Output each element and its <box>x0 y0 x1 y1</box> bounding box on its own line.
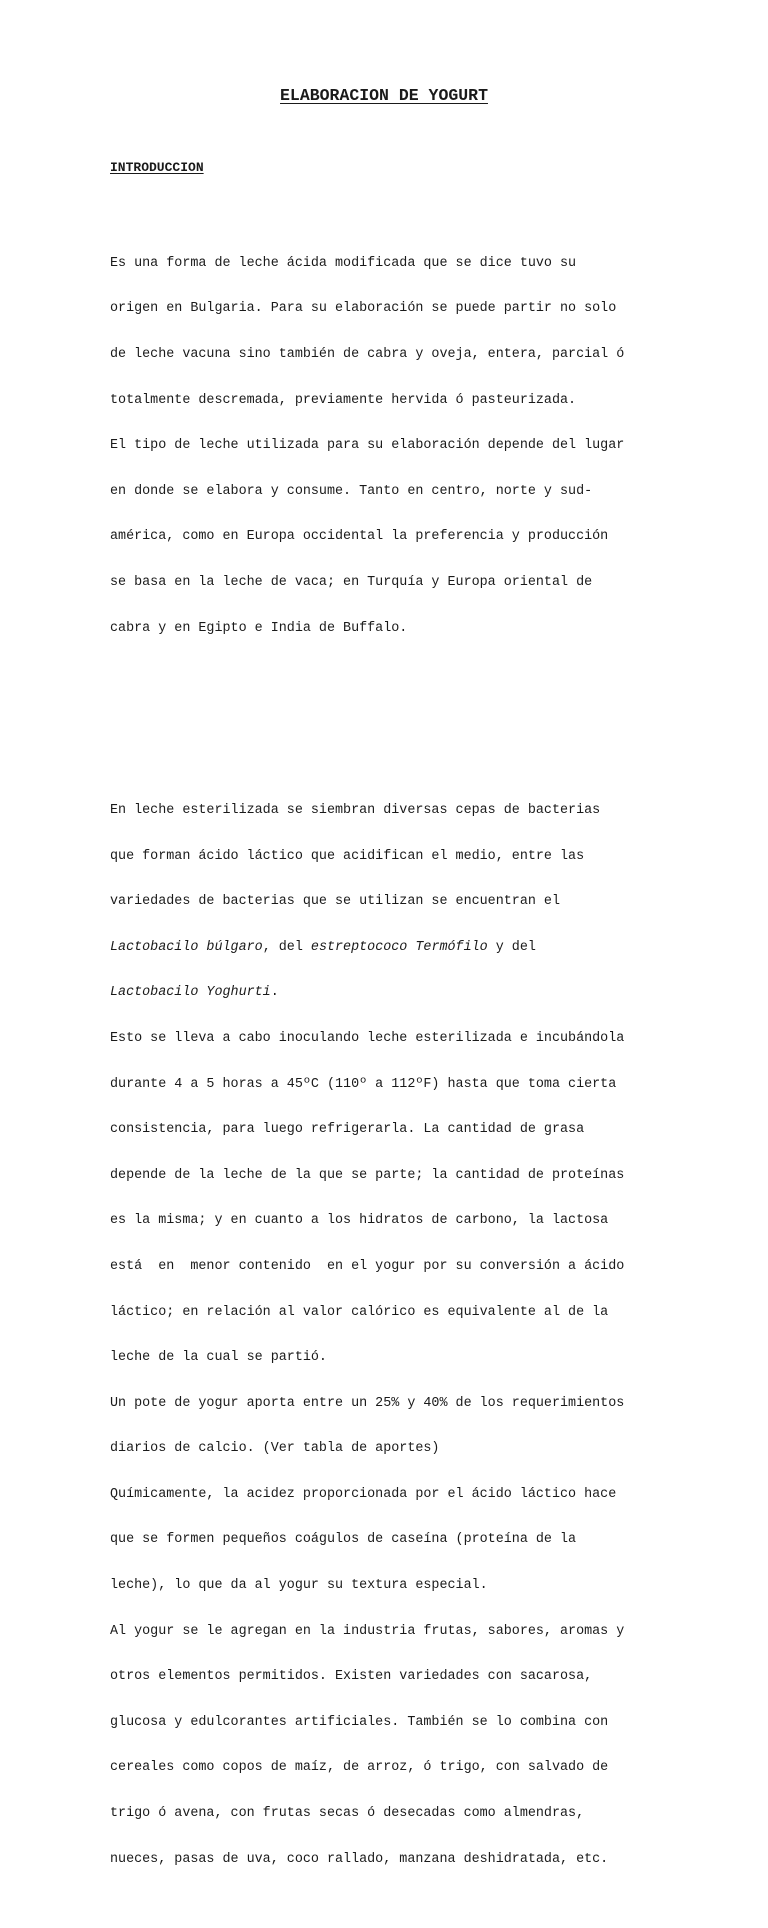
text-line: que se formen pequeños coágulos de caseína (proteína de la <box>110 1532 577 1548</box>
text-line: Un pote de yogur aporta entre un 25% y 40% de los requerimientos <box>110 1395 625 1411</box>
bacteria-line-2 <box>110 985 670 1000</box>
bacteria-connector: y del <box>487 939 536 955</box>
bacteria-name-termofilo: estreptococo Termófilo <box>310 939 488 955</box>
text-line: origen en Bulgaria. Para su elaboración se puede partir no solo <box>110 301 617 317</box>
bacteria-name-bulgaro: Lactobacilo búlgaro <box>110 939 263 955</box>
text-line: américa, como en Europa occidental la preferencia y producción <box>110 529 609 545</box>
text-line: consistencia, para luego refrigerarla. La cantidad de grasa <box>110 1122 585 1138</box>
bacteria-name-yoghurti: Lactobacilo Yoghurti <box>110 985 271 1001</box>
text-line: trigo ó avena, con frutas secas ó desecadas como almendras, <box>110 1806 585 1822</box>
text-line: Esto se lleva a cabo inoculando leche esterilizada e incubándola <box>110 1030 625 1046</box>
text-line: está en menor contenido en el yogur por su conversión a ácido <box>110 1258 625 1274</box>
bacteria-connector: , del <box>262 939 311 955</box>
text-line: En leche esterilizada se siembran diversas cepas de bacterias <box>110 802 601 818</box>
bacteria-period: . <box>270 985 279 1001</box>
text-line: leche), lo que da al yogur su textura especial. <box>110 1578 488 1594</box>
text-line: de leche vacuna sino también de cabra y oveja, entera, parcial ó <box>110 347 625 362</box>
text-line: leche de la cual se partió. <box>110 1350 327 1366</box>
text-line: variedades de bacterias que se utilizan se encuentran el <box>110 894 560 910</box>
text-line: Al yogur se le agregan en la industria frutas, sabores, aromas y <box>110 1623 625 1639</box>
section-heading-introduccion: INTRODUCCION <box>110 160 204 175</box>
text-line: durante 4 a 5 horas a 45ºC (110º a 112ºF) hasta que toma cierta <box>110 1076 617 1092</box>
text-line: es la misma; y en cuanto a los hidratos de carbono, la lactosa <box>110 1213 609 1229</box>
text-line: en donde se elabora y consume. Tanto en centro, norte y sud- <box>110 483 593 499</box>
document-title <box>0 86 768 106</box>
text-line: glucosa y edulcorantes artificiales. También se lo combina con <box>110 1714 609 1730</box>
text-line: totalmente descremada, previamente hervida ó pasteurizada. <box>110 392 577 408</box>
paragraph-1 <box>110 225 670 666</box>
text-line: Es una forma de leche ácida modificada que se dice tuvo su <box>110 255 577 271</box>
text-line: nueces, pasas de uva, coco rallado, manzana deshidratada, etc. <box>110 1851 609 1867</box>
text-line: otros elementos permitidos. Existen variedades con sacarosa, <box>110 1669 593 1685</box>
paragraph-spacer <box>110 712 670 727</box>
text-line: El tipo de leche utilizada para su elaboración depende del lugar <box>110 438 625 454</box>
text-line: diarios de calcio. (Ver tabla de aportes) <box>110 1441 440 1457</box>
paragraph-2 <box>110 773 670 1898</box>
text-line: se basa en la leche de vaca; en Turquía y Europa oriental de <box>110 574 593 590</box>
text-line: Químicamente, la acidez proporcionada por el ácido láctico hace <box>110 1486 617 1502</box>
bacteria-line-1 <box>110 940 670 955</box>
document-title-text: ELABORACION DE YOGURT <box>280 86 488 105</box>
body-text <box>110 195 670 1928</box>
text-line: que forman ácido láctico que acidifican el medio, entre las <box>110 848 585 864</box>
text-line: cabra y en Egipto e India de Buffalo. <box>110 620 408 636</box>
text-line: láctico; en relación al valor calórico es equivalente al de la <box>110 1304 609 1320</box>
text-line: depende de la leche de la que se parte; la cantidad de proteínas <box>110 1167 625 1183</box>
text-line: cereales como copos de maíz, de arroz, ó trigo, con salvado de <box>110 1760 609 1776</box>
